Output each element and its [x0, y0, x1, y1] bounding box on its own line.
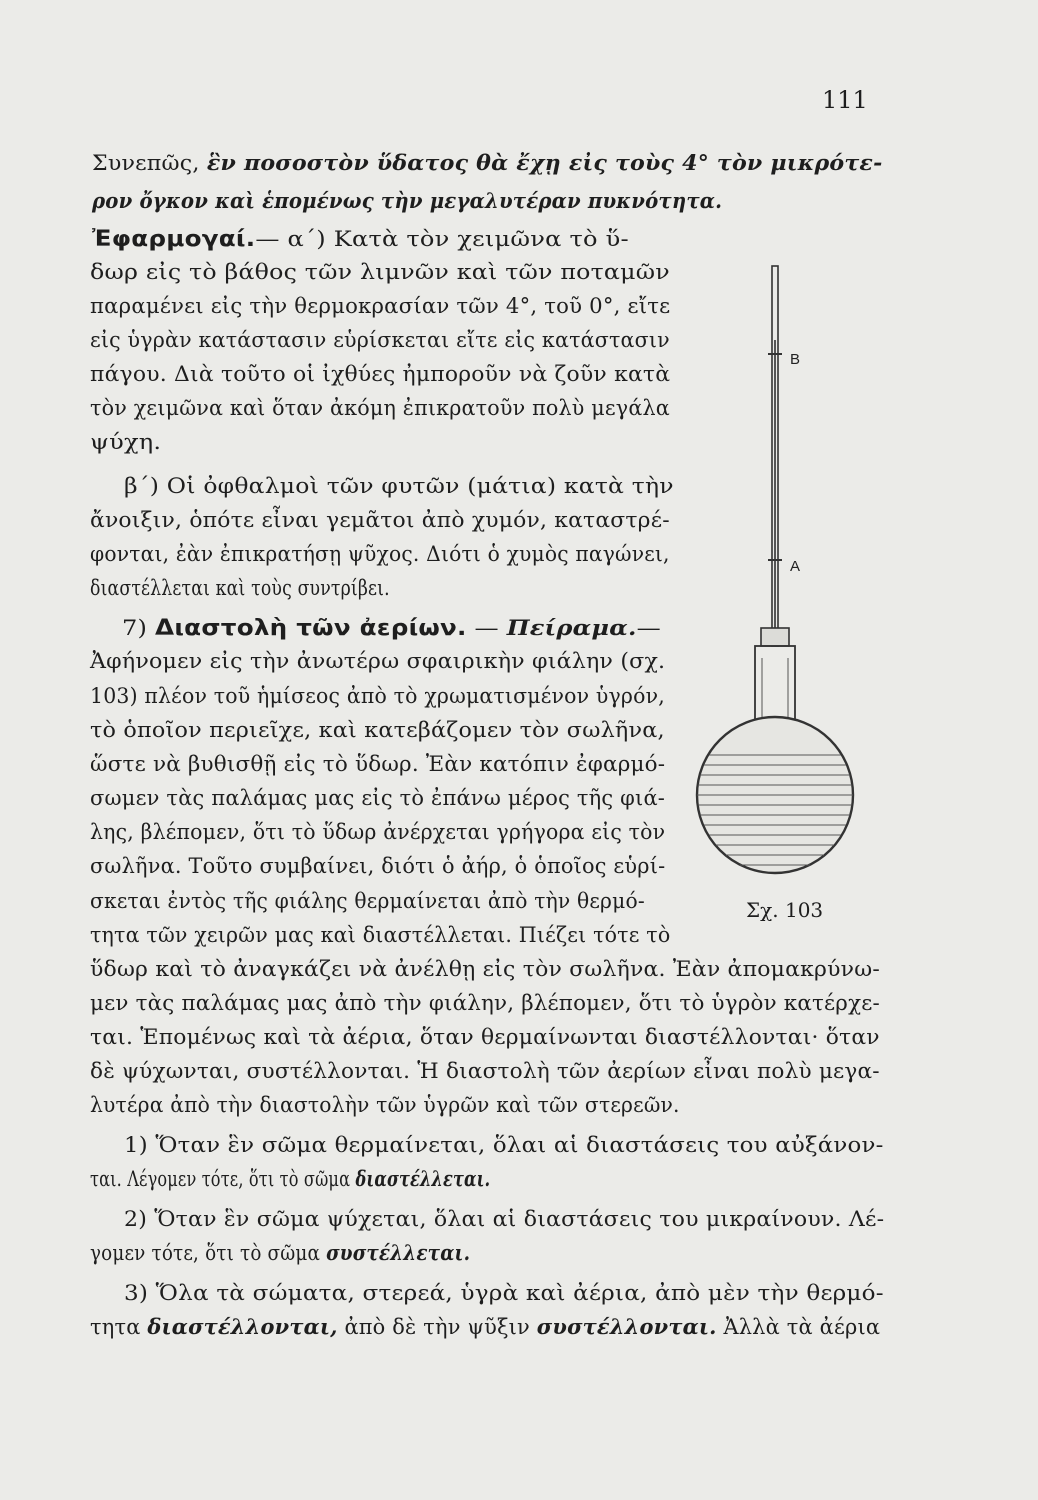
text-span: τητα	[90, 1315, 148, 1340]
text-line	[90, 427, 161, 459]
text-span: τητα τῶν χειρῶν μας καὶ διαστέλλεται. Πιέζει τότε τὸ	[90, 923, 671, 948]
text-span: 7)	[122, 616, 156, 641]
text-span: —	[636, 616, 661, 641]
emphasis-text: ρον ὄγκον καὶ ἑπομένως τὴν μεγαλυτέραν πυκνότητα.	[92, 189, 723, 214]
section-heading: Ἐφαρμογαί.	[92, 227, 256, 252]
text-span: παραμένει εἰς τὴν θερμοκρασίαν τῶν 4°, τοῦ 0°, εἴτε	[90, 294, 671, 319]
figure-label-a: A	[790, 558, 801, 575]
text-span: διαστέλλεται καὶ τοὺς συντρίβει.	[90, 576, 390, 601]
text-span: 1) Ὅταν ἓν σῶμα θερμαίνεται, ὅλαι αἱ διαστάσεις του αὐξάνον-	[124, 1133, 884, 1158]
text-line	[90, 1164, 490, 1196]
text-span: πάγου. Διὰ τοῦτο οἱ ἰχθύες ἠμποροῦν νὰ ζοῦν κατὰ	[90, 362, 671, 387]
text-line	[90, 783, 665, 815]
emphasis-text: Πείραμα.	[506, 616, 637, 641]
text-line	[90, 851, 665, 883]
text-span: ἄνοιξιν, ὁπότε εἶναι γεμᾶτοι ἀπὸ χυμόν, καταστρέ-	[90, 508, 670, 533]
text-line	[90, 988, 880, 1020]
text-line	[90, 505, 670, 537]
text-span: εἰς ὑγρὰν κατάστασιν εὑρίσκεται εἴτε εἰς κατάστασιν	[90, 328, 670, 353]
text-span: μεν τὰς παλάμας μας ἀπὸ τὴν φιάλην, βλέπομεν, ὅτι τὸ ὑγρὸν κατέρχε-	[90, 991, 880, 1016]
text-line	[90, 325, 670, 357]
text-span: τὸ ὁποῖον περιεῖχε, καὶ κατεβάζομεν τὸν σωλῆνα,	[90, 718, 665, 743]
text-span: σκεται ἐντὸς τῆς φιάλης θερμαίνεται ἀπὸ τὴν θερμό-	[90, 889, 645, 914]
text-line	[90, 1312, 880, 1344]
emphasis-text: διαστέλλεται.	[355, 1167, 491, 1192]
emphasis-text: συστέλλονται.	[536, 1315, 717, 1340]
text-span: σωμεν τὰς παλάμας μας εἰς τὸ ἐπάνω μέρος τῆς φιά-	[90, 786, 666, 811]
text-span: 103) πλέον τοῦ ἡμίσεος ἀπὸ τὸ χρωματισμένον ὑγρόν,	[90, 684, 665, 709]
text-span: λυτέρα ἀπὸ τὴν διαστολὴν τῶν ὑγρῶν καὶ τῶν στερεῶν.	[90, 1093, 680, 1118]
text-line	[90, 1090, 680, 1122]
text-line	[92, 186, 722, 218]
text-span: ται. Λέγομεν τότε, ὅτι τὸ σῶμα	[90, 1167, 356, 1192]
text-span: ἀπὸ δὲ τὴν ψῦξιν	[337, 1315, 537, 1340]
text-span: β΄) Οἱ ὀφθαλμοὶ τῶν φυτῶν (μάτια) κατὰ τὴν	[124, 474, 674, 499]
text-line	[90, 954, 880, 986]
text-span: σωλῆνα. Τοῦτο συμβαίνει, διότι ὁ ἀήρ, ὁ ὁποῖος εὑρί-	[90, 854, 666, 879]
text-span: ὥστε νὰ βυθισθῇ εἰς τὸ ὕδωρ. Ἐὰν κατόπιν ἐφαρμό-	[90, 752, 666, 777]
figure-caption: Σχ. 103	[746, 898, 824, 922]
text-line	[90, 646, 665, 678]
text-line	[124, 471, 674, 503]
text-span: δὲ ψύχωνται, συστέλλονται. Ἡ διαστολὴ τῶν ἀερίων εἶναι πολὺ μεγα-	[90, 1059, 880, 1084]
text-span: ὕδωρ καὶ τὸ ἀναγκάζει νὰ ἀνέλθῃ εἰς τὸν σωλῆνα. Ἐὰν ἀπομακρύνω-	[90, 957, 880, 982]
text-span: 3) Ὅλα τὰ σώματα, στερεά, ὑγρὰ καὶ ἀέρια, ἀπὸ μὲν τὴν θερμό-	[124, 1281, 884, 1306]
text-line	[90, 393, 670, 425]
text-line	[124, 1278, 884, 1310]
section-heading: Διαστολὴ τῶν ἀερίων.	[155, 616, 467, 641]
text-line	[90, 1022, 880, 1054]
text-span: Ἀλλὰ τὰ ἀέρια	[716, 1315, 881, 1340]
text-line	[90, 886, 645, 918]
text-span: γομεν τότε, ὅτι τὸ σῶμα	[90, 1241, 327, 1266]
text-line	[90, 539, 670, 571]
text-span: ται. Ἑπομένως καὶ τὰ ἀέρια, ὅταν θερμαίνωνται διαστέλλονται· ὅταν	[90, 1025, 880, 1050]
text-span: —	[466, 616, 507, 641]
flask-figure	[676, 260, 926, 880]
page-number: 111	[822, 86, 868, 114]
text-line	[90, 257, 670, 289]
text-line	[90, 359, 670, 391]
text-span: — α΄) Κατὰ τὸν χειμῶνα τὸ ὕ-	[255, 227, 629, 252]
text-span: δωρ εἰς τὸ βάθος τῶν λιμνῶν καὶ τῶν ποταμῶν	[90, 260, 670, 285]
text-line	[90, 749, 665, 781]
text-line	[92, 148, 882, 180]
text-span: 2) Ὅταν ἓν σῶμα ψύχεται, ὅλαι αἱ διαστάσεις του μικραίνουν. Λέ-	[124, 1207, 885, 1232]
text-line	[90, 681, 665, 713]
text-line	[90, 291, 670, 323]
emphasis-text: ἓν ποσοστὸν ὕδατος θὰ ἔχῃ εἰς τοὺς 4° τὸν μικρότε-	[206, 151, 883, 176]
text-line	[90, 920, 670, 952]
text-line	[90, 573, 390, 605]
text-span: Ἀφήνομεν εἰς τὴν ἀνωτέρω σφαιρικὴν φιάλην (σχ.	[90, 649, 666, 674]
emphasis-text: συστέλλεται.	[326, 1241, 471, 1266]
text-line	[90, 1238, 470, 1270]
text-line	[90, 817, 665, 849]
stopper	[761, 628, 789, 646]
text-line	[90, 715, 665, 747]
flask-neck	[755, 646, 795, 728]
text-line	[124, 1204, 884, 1236]
text-line	[122, 613, 661, 645]
text-line	[90, 1056, 880, 1088]
emphasis-text: διαστέλλονται,	[147, 1315, 338, 1340]
text-span: Συνεπῶς,	[92, 151, 207, 176]
text-line	[92, 224, 629, 256]
text-span: τὸν χειμῶνα καὶ ὅταν ἀκόμη ἐπικρατοῦν πολὺ μεγάλα	[90, 396, 670, 421]
text-span: λης, βλέπομεν, ὅτι τὸ ὕδωρ ἀνέρχεται γρήγορα εἰς τὸν	[90, 820, 666, 845]
text-span: ψύχη.	[90, 430, 162, 455]
figure-label-b: B	[790, 351, 801, 368]
text-line	[124, 1130, 884, 1162]
text-span: φονται, ἐὰν ἐπικρατήσῃ ψῦχος. Διότι ὁ χυμὸς παγώνει,	[90, 542, 670, 567]
